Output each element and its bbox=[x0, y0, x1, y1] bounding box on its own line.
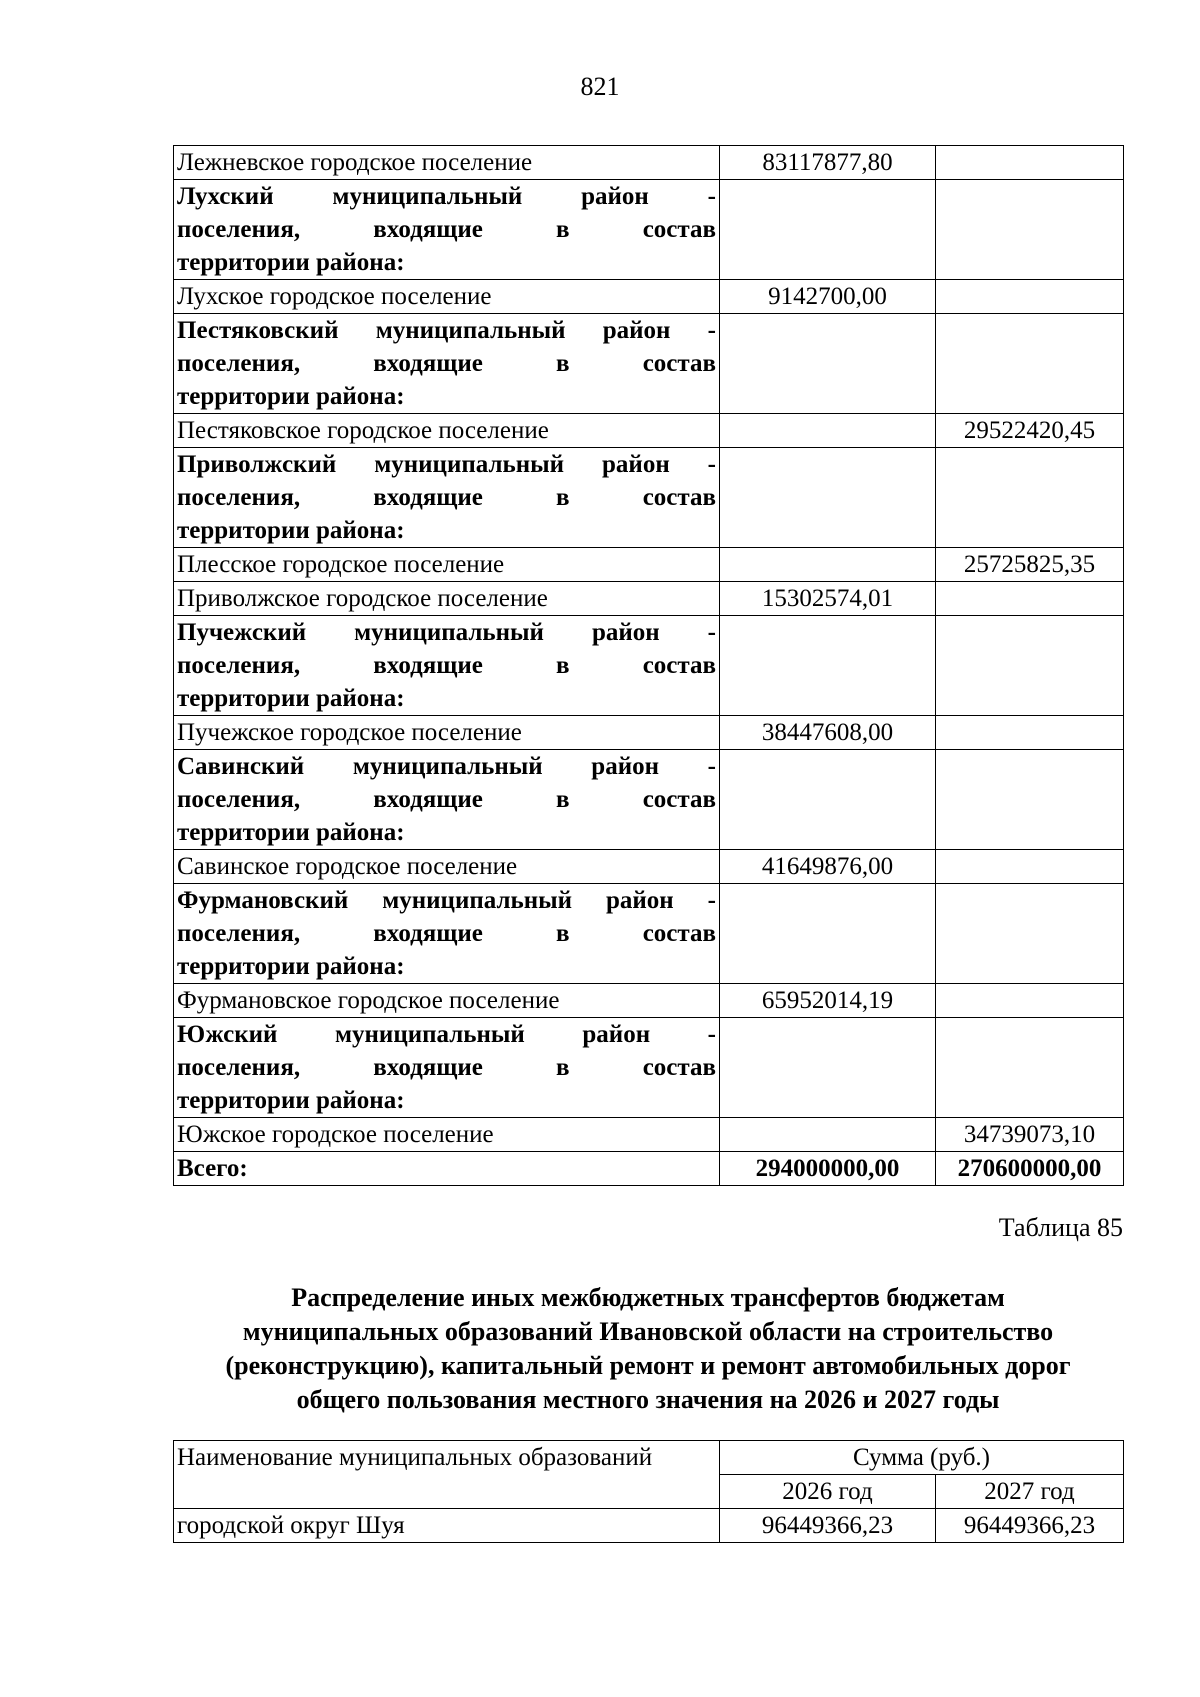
group-name-cell bbox=[174, 884, 720, 984]
row-value-2027 bbox=[936, 280, 1124, 314]
empty-cell bbox=[720, 616, 936, 716]
row-value-2027: 25725825,35 bbox=[936, 548, 1124, 582]
row-value-2027 bbox=[936, 850, 1124, 884]
road-transfers-table bbox=[173, 1440, 1124, 1543]
group-name-line: поселения, входящие в состав bbox=[177, 1054, 716, 1081]
row-value-2026: 96449366,23 bbox=[720, 1509, 936, 1543]
row-name-cell: Савинское городское поселение bbox=[174, 850, 720, 884]
group-name-line: Пестяковский муниципальный район - bbox=[177, 317, 716, 344]
group-header-row bbox=[174, 448, 1124, 548]
total-value-2027: 270600000,00 bbox=[936, 1152, 1124, 1186]
group-name-line: поселения, входящие в состав bbox=[177, 484, 716, 511]
group-name-line: территории района: bbox=[177, 249, 405, 276]
empty-cell bbox=[936, 884, 1124, 984]
group-header-row bbox=[174, 750, 1124, 850]
row-value-2026: 65952014,19 bbox=[720, 984, 936, 1018]
group-name-cell bbox=[174, 750, 720, 850]
table-row bbox=[174, 548, 1124, 582]
group-header-row bbox=[174, 314, 1124, 414]
row-value-2026: 41649876,00 bbox=[720, 850, 936, 884]
group-name-line: поселения, входящие в состав bbox=[177, 350, 716, 377]
empty-cell bbox=[936, 180, 1124, 280]
group-header-row bbox=[174, 180, 1124, 280]
group-name-line: территории района: bbox=[177, 953, 405, 980]
group-name-line: территории района: bbox=[177, 819, 405, 846]
row-value-2026: 15302574,01 bbox=[720, 582, 936, 616]
row-value-2026: 9142700,00 bbox=[720, 280, 936, 314]
total-row bbox=[174, 1152, 1124, 1186]
row-name-cell: Пучежское городское поселение bbox=[174, 716, 720, 750]
group-name-cell bbox=[174, 616, 720, 716]
empty-cell bbox=[720, 314, 936, 414]
header-name-cell: Наименование муниципальных образований bbox=[174, 1441, 720, 1509]
group-header-row bbox=[174, 616, 1124, 716]
table-row bbox=[174, 850, 1124, 884]
empty-cell bbox=[720, 1018, 936, 1118]
group-header-row bbox=[174, 1018, 1124, 1118]
row-value-2026 bbox=[720, 414, 936, 448]
heading-line: муниципальных образований Ивановской области на строительство bbox=[242, 1317, 1054, 1346]
row-name-cell: Пестяковское городское поселение bbox=[174, 414, 720, 448]
empty-cell bbox=[936, 750, 1124, 850]
page-number: 821 bbox=[580, 72, 620, 101]
group-name-line: поселения, входящие в состав bbox=[177, 786, 716, 813]
table-row bbox=[174, 146, 1124, 180]
group-name-cell bbox=[174, 1018, 720, 1118]
row-value-2027 bbox=[936, 716, 1124, 750]
heading-line: Распределение иных межбюджетных трансфертов бюджетам bbox=[291, 1283, 1005, 1312]
group-header-row bbox=[174, 884, 1124, 984]
table-row bbox=[174, 280, 1124, 314]
empty-cell bbox=[720, 750, 936, 850]
table-row bbox=[174, 716, 1124, 750]
group-name-cell bbox=[174, 448, 720, 548]
transfers-table-continued bbox=[173, 145, 1124, 1186]
group-name-cell bbox=[174, 180, 720, 280]
row-value-2026: 38447608,00 bbox=[720, 716, 936, 750]
group-name-line: территории района: bbox=[177, 685, 405, 712]
row-value-2027 bbox=[936, 984, 1124, 1018]
heading-line: (реконструкцию), капитальный ремонт и ремонт автомобильных дорог bbox=[225, 1351, 1071, 1380]
row-name-cell: Приволжское городское поселение bbox=[174, 582, 720, 616]
table-caption: Таблица 85 bbox=[998, 1213, 1123, 1242]
group-name-line: поселения, входящие в состав bbox=[177, 652, 716, 679]
empty-cell bbox=[720, 180, 936, 280]
row-name-cell: Лухское городское поселение bbox=[174, 280, 720, 314]
group-name-line: территории района: bbox=[177, 517, 405, 544]
table-row bbox=[174, 1118, 1124, 1152]
row-value-2026 bbox=[720, 548, 936, 582]
group-name-line: Фурмановский муниципальный район - bbox=[177, 887, 716, 914]
empty-cell bbox=[936, 448, 1124, 548]
row-value-2027: 96449366,23 bbox=[936, 1509, 1124, 1543]
row-name-cell: Фурмановское городское поселение bbox=[174, 984, 720, 1018]
group-name-line: Приволжский муниципальный район - bbox=[177, 451, 716, 478]
group-name-line: Лухский муниципальный район - bbox=[177, 183, 716, 210]
row-value-2027: 29522420,45 bbox=[936, 414, 1124, 448]
group-name-line: территории района: bbox=[177, 383, 405, 410]
group-name-cell bbox=[174, 314, 720, 414]
empty-cell bbox=[936, 616, 1124, 716]
table-row bbox=[174, 984, 1124, 1018]
row-value-2026: 83117877,80 bbox=[720, 146, 936, 180]
row-name-cell: городской округ Шуя bbox=[174, 1509, 720, 1543]
empty-cell bbox=[720, 884, 936, 984]
group-name-line: Пучежский муниципальный район - bbox=[177, 619, 716, 646]
heading-line: общего пользования местного значения на 2026 и 2027 годы bbox=[296, 1385, 1000, 1414]
group-name-line: поселения, входящие в состав bbox=[177, 920, 716, 947]
header-row bbox=[174, 1441, 1124, 1475]
row-name-cell: Лежневское городское поселение bbox=[174, 146, 720, 180]
table-row bbox=[174, 414, 1124, 448]
row-value-2026 bbox=[720, 1118, 936, 1152]
table-heading bbox=[173, 1281, 1123, 1417]
group-name-line: территории района: bbox=[177, 1087, 405, 1114]
total-label: Всего: bbox=[174, 1152, 720, 1186]
total-value-2026: 294000000,00 bbox=[720, 1152, 936, 1186]
empty-cell bbox=[720, 448, 936, 548]
row-name-cell: Южское городское поселение bbox=[174, 1118, 720, 1152]
header-year-2027: 2027 год bbox=[936, 1475, 1124, 1509]
row-value-2027 bbox=[936, 146, 1124, 180]
table-row bbox=[174, 582, 1124, 616]
row-name-cell: Плесское городское поселение bbox=[174, 548, 720, 582]
header-year-2026: 2026 год bbox=[720, 1475, 936, 1509]
group-name-line: поселения, входящие в состав bbox=[177, 216, 716, 243]
group-name-line: Савинский муниципальный район - bbox=[177, 753, 716, 780]
header-sum-cell: Сумма (руб.) bbox=[720, 1441, 1124, 1475]
group-name-line: Южский муниципальный район - bbox=[177, 1021, 716, 1048]
empty-cell bbox=[936, 314, 1124, 414]
table-row bbox=[174, 1509, 1124, 1543]
row-value-2027 bbox=[936, 582, 1124, 616]
row-value-2027: 34739073,10 bbox=[936, 1118, 1124, 1152]
empty-cell bbox=[936, 1018, 1124, 1118]
